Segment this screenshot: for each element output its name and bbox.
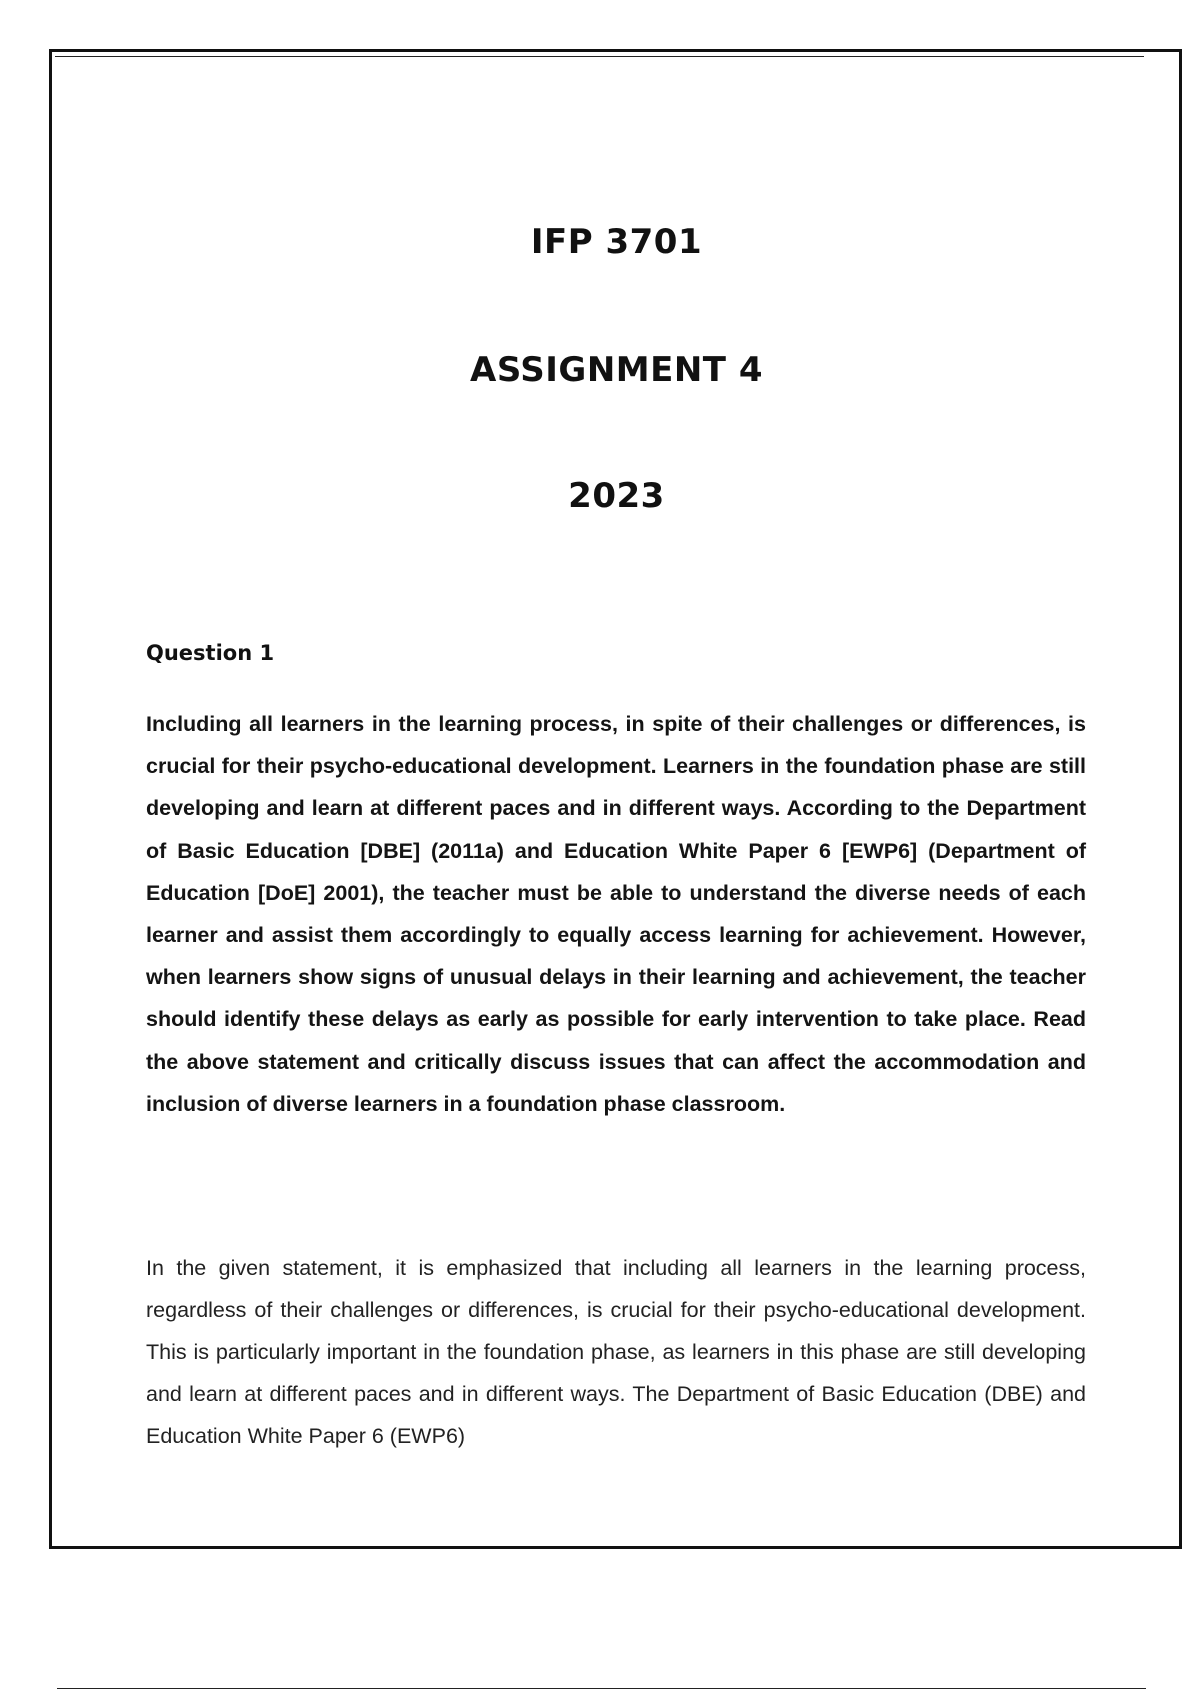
question-heading: Question 1: [146, 641, 275, 665]
header-rule: [55, 56, 1144, 57]
course-code-title: IFP 3701: [530, 222, 703, 262]
footer-rule: [57, 1688, 1146, 1689]
question-prompt: Including all learners in the learning process, in spite of their challenges or differences, is crucial for their psycho-educational development. Learners in the foundation phase are still developing and learn at different paces and in different ways. According to the Department of Basic Education [DBE] (2011a) and Education White Paper 6 [EWP6] (Department of Education [DoE] 2001), the teacher must be able to understand the diverse needs of each learner and assist them accordingly to equally access learning for achievement. However, when learners show signs of unusual delays in their learning and achievement, the teacher should identify these delays as early as possible for early intervention to take place. Read the above statement and critically discuss issues that can affect the accommodation and inclusion of diverse learners in a foundation phase classroom.: [146, 712, 1086, 1116]
answer-paragraph: In the given statement, it is emphasized that including all learners in the learning process, regardless of their challenges or differences, is crucial for their psycho-educational development. This is particularly important in the foundation phase, as learners in this phase are still developing and learn at different paces and in different ways. The Department of Basic Education (DBE) and Education White Paper 6 (EWP6): [146, 1256, 1086, 1448]
year-title: 2023: [568, 476, 665, 516]
assignment-title: ASSIGNMENT 4: [470, 350, 763, 390]
